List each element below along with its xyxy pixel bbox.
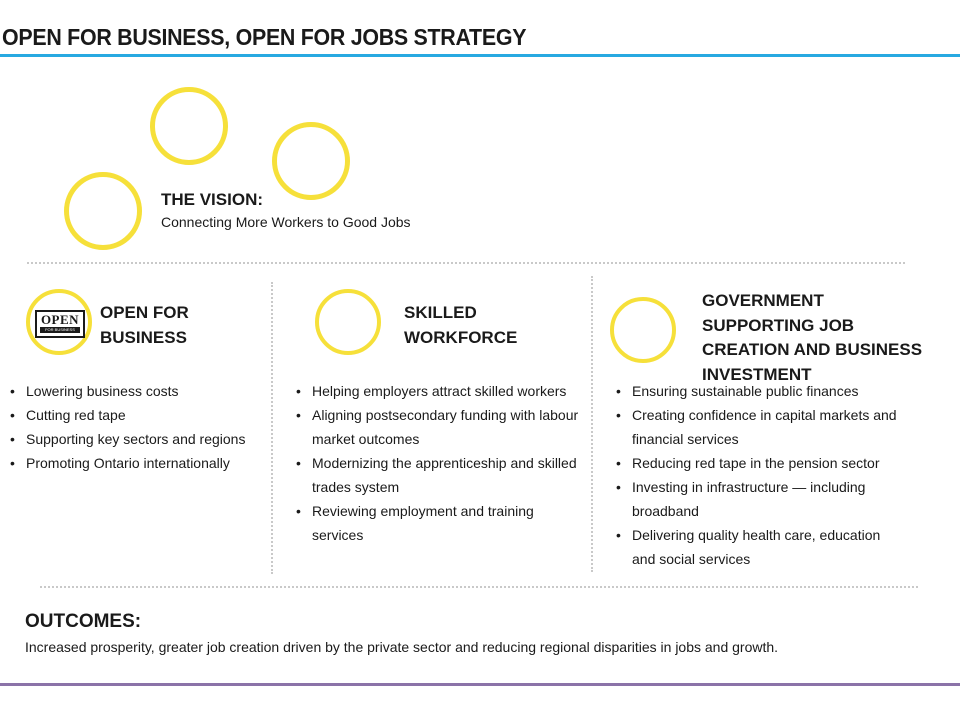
open-for-business-icon-circle [26, 289, 92, 355]
list-item: • Promoting Ontario internationally [10, 451, 266, 475]
list-item: • Ensuring sustainable public finances [616, 379, 906, 403]
open-for-business-sign-icon [35, 310, 85, 338]
bullet-list-skilled-workforce [296, 379, 588, 547]
column-divider-2 [591, 276, 593, 572]
list-item: • Cutting red tape [10, 403, 266, 427]
list-item: • Delivering quality health care, education and social services [616, 523, 906, 571]
outcomes-text: Increased prosperity, greater job creation driven by the private sector and reducing regional disparities in jobs and growth. [25, 639, 779, 655]
outcomes-divider [40, 586, 918, 588]
list-item: • Reducing red tape in the pension sector [616, 451, 906, 475]
toolbox-icon-circle [272, 122, 350, 200]
calculator-ruler-icon-circle [315, 289, 381, 355]
list-item: • Investing in infrastructure — including broadband [616, 475, 906, 523]
vision-heading: THE VISION: [161, 190, 264, 209]
sign-subtext: FOR BUSINESS [40, 327, 80, 333]
bullet-list-open-for-business [10, 379, 266, 475]
list-item: • Reviewing employment and training services [296, 499, 588, 547]
column-divider-1 [271, 282, 273, 574]
laptop-icon-circle [150, 87, 228, 165]
list-item: • Supporting key sectors and regions [10, 427, 266, 451]
wrench-icon-circle [64, 172, 142, 250]
bottom-divider [0, 683, 960, 686]
vision-divider [27, 262, 905, 264]
bullet-list-government [616, 379, 906, 571]
column-heading-government: GOVERNMENT SUPPORTING JOB CREATION AND BUSINESS INVESTMENT [702, 291, 923, 384]
vision-text: Connecting More Workers to Good Jobs [161, 214, 411, 230]
sign-text: OPEN [40, 312, 80, 327]
list-item: • Lowering business costs [10, 379, 266, 403]
outcomes-heading: OUTCOMES: [25, 611, 142, 632]
title-divider [0, 54, 960, 57]
list-item: • Aligning postsecondary funding with labour market outcomes [296, 403, 588, 451]
list-item: • Creating confidence in capital markets and financial services [616, 403, 906, 451]
column-heading-open-for-business: OPEN FOR BUSINESS [100, 303, 189, 347]
list-item: • Modernizing the apprenticeship and skilled trades system [296, 451, 588, 499]
list-item: • Helping employers attract skilled workers [296, 379, 588, 403]
page-title: OPEN FOR BUSINESS, OPEN FOR JOBS STRATEGY [2, 24, 527, 50]
column-heading-skilled-workforce: SKILLED WORKFORCE [404, 303, 518, 347]
